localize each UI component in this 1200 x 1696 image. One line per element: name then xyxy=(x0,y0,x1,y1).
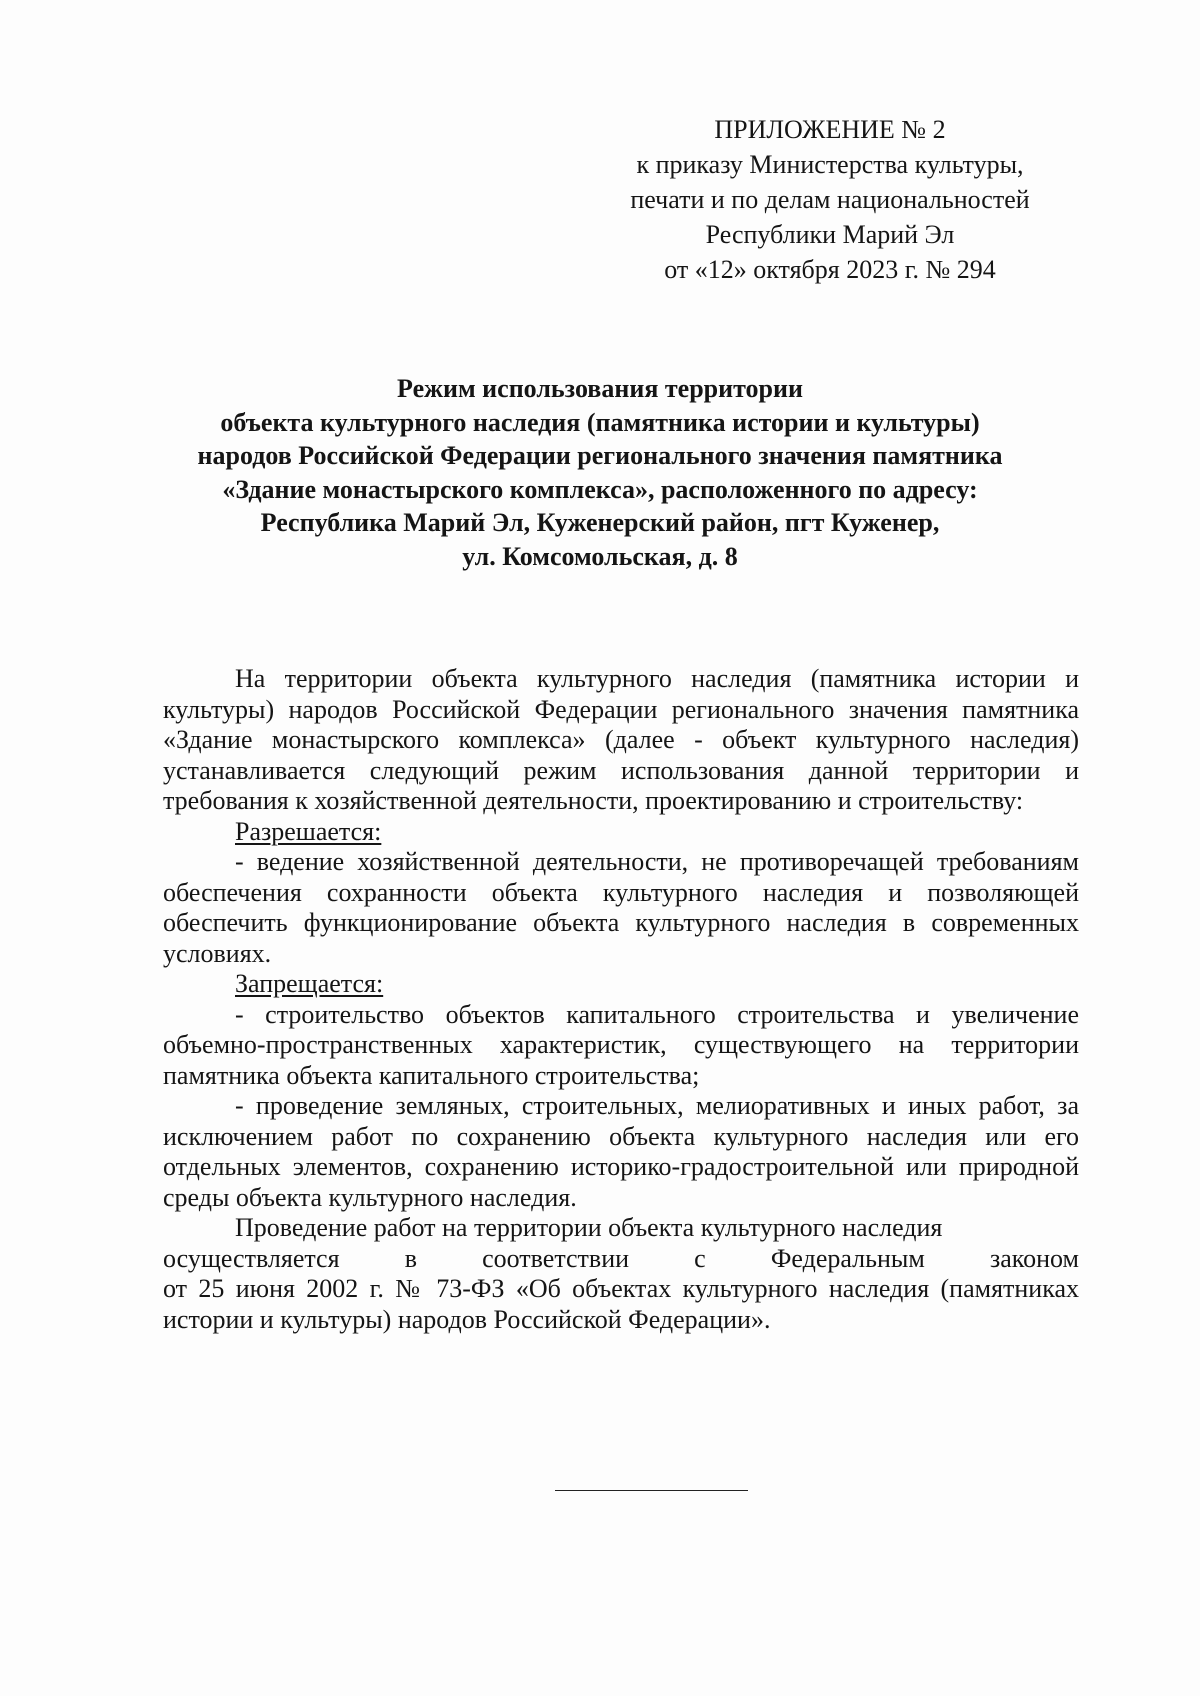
final-paragraph-rest: от 25 июня 2002 г. № 73-ФЗ «Об объектах культурного наследия (памятниках истории и культуры) народов Российской Федерации». xyxy=(163,1274,1079,1334)
appendix-republic-line: Республики Марий Эл xyxy=(705,220,955,249)
forbidden-item: - строительство объектов капитального строительства и увеличение объемно-пространственных характеристик, существующего на территории памятника объекта капитального строительства; xyxy=(163,999,1079,1090)
law-word: соответствии xyxy=(482,1243,630,1273)
end-separator-line xyxy=(555,1490,748,1491)
forbidden-item: - проведение земляных, строительных, мелиоративных и иных работ, за исключением работ по сохранению объекта культурного наследия или его отдельных элементов, сохранению историко-градостроительной или природной среды объекта культурного наследия. xyxy=(163,1091,1079,1212)
appendix-order-line: к приказу Министерства культуры, xyxy=(636,150,1024,179)
intro-paragraph: На территории объекта культурного наследия (памятника истории и культуры) народов Российской Федерации регионального значения памятника «Здание монастырского комплекса» (далее - объект культурного наследия) устанавливается следующий режим использования данной территории и требования к хозяйственной деятельности, проектированию и строительству: xyxy=(163,664,1079,815)
law-word: в xyxy=(404,1243,417,1273)
final-paragraph-law-line xyxy=(163,1244,1079,1275)
law-word: Федеральным xyxy=(770,1243,925,1273)
document-body xyxy=(163,664,1079,1335)
title-line: Республика Марий Эл, Куженерский район, пгт Куженер, xyxy=(260,508,940,537)
law-word: осуществляется xyxy=(163,1243,340,1273)
appendix-ministry-line: печати и по делам национальностей xyxy=(630,185,1030,214)
law-word: законом xyxy=(989,1243,1079,1273)
document-title xyxy=(120,372,1080,573)
allowed-item: - ведение хозяйственной деятельности, не противоречащей требованиям обеспечения сохранности объекта культурного наследия и позволяющей обеспечить функционирование объекта культурного наследия в современных условиях. xyxy=(163,847,1079,968)
allowed-heading: Разрешается: xyxy=(235,816,382,846)
appendix-date-line: от «12» октября 2023 г. № 294 xyxy=(664,255,996,284)
law-word: с xyxy=(694,1243,706,1273)
title-line: «Здание монастырского комплекса», расположенного по адресу: xyxy=(222,474,978,504)
title-line: народов Российской Федерации регионального значения памятника xyxy=(197,441,1003,470)
title-line: Режим использования территории xyxy=(397,374,803,403)
forbidden-heading: Запрещается: xyxy=(235,969,384,998)
final-paragraph xyxy=(163,1213,1079,1335)
final-paragraph-line1: Проведение работ на территории объекта культурного наследия xyxy=(235,1213,943,1242)
appendix-number: ПРИЛОЖЕНИЕ № 2 xyxy=(714,115,946,144)
appendix-block xyxy=(590,112,1070,287)
title-line: объекта культурного наследия (памятника истории и культуры) xyxy=(220,407,980,437)
title-line: ул. Комсомольская, д. 8 xyxy=(462,541,738,571)
